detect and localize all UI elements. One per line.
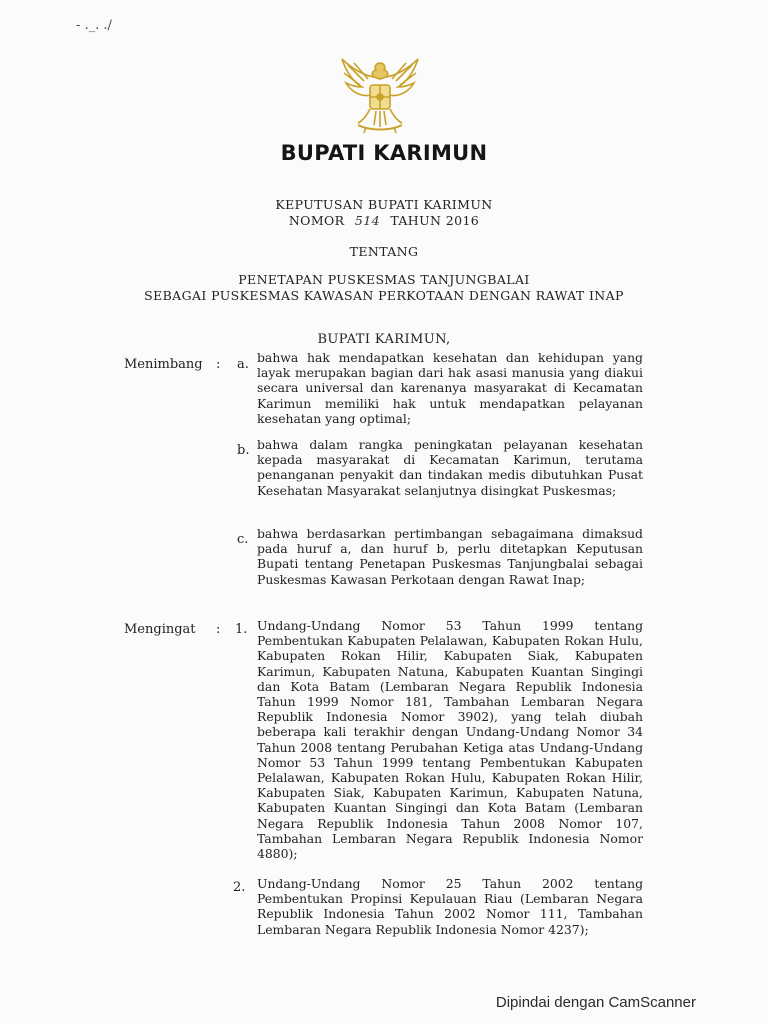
mengingat-marker-2: 2. [233,880,246,895]
menimbang-label: Menimbang [124,357,203,372]
mengingat-colon: : [216,622,221,637]
scan-mark: - ._. ./ [76,18,112,33]
decision-title: KEPUTUSAN BUPATI KARIMUN [275,197,493,212]
menimbang-item-b: bahwa dalam rangka peningkatan pelayanan kesehatan kepada masyarakat di Kecamatan Karimun, terutama penanganan penyakit dan tindakan medis dibutuhkan Pusat Kesehatan Masyarakat selanjutnya disingkat Puskesmas; [257,437,643,498]
subject-line-2: SEBAGAI PUSKESMAS KAWASAN PERKOTAAN DENGAN RAWAT INAP [144,288,624,303]
year-label: TAHUN 2016 [390,213,480,228]
number-value: 514 [354,213,380,228]
mengingat-marker-1: 1. [235,622,248,637]
menimbang-item-a: bahwa hak mendapatkan kesehatan dan kehidupan yang layak merupakan bagian dari hak asasi manusia yang diakui secara universal dan karenanya masyarakat di Kecamatan Karimun memiliki hak untuk mendapatkan pelayanan kesehatan yang optimal; [257,350,643,426]
subject-line-1: PENETAPAN PUSKESMAS TANJUNGBALAI [238,272,530,287]
mengingat-item-2: Undang-Undang Nomor 25 Tahun 2002 tentang Pembentukan Propinsi Kepulauan Riau (Lembaran Negara Republik Indonesia Tahun 2002 Nomor 111, Tambahan Lembaran Negara Republik Indonesia Nomor 4237); [257,876,643,937]
camscanner-watermark: Dipindai dengan CamScanner [495,994,696,1011]
mengingat-label: Mengingat [124,622,196,637]
regent-title: BUPATI KARIMUN [280,141,488,165]
menimbang-marker-b: b. [237,443,250,458]
menimbang-item-c: bahwa berdasarkan pertimbangan sebagaimana dimaksud pada huruf a, dan huruf b, perlu ditetapkan Keputusan Bupati tentang Penetapan Puskesmas Tanjungbalai sebagai Puskesmas Kawasan Perkotaan dengan Rawat Inap; [257,526,643,587]
menimbang-marker-a: a. [237,357,249,372]
garuda-emblem-icon [336,55,424,137]
mengingat-item-1: Undang-Undang Nomor 53 Tahun 1999 tentang Pembentukan Kabupaten Pelalawan, Kabupaten Rokan Hulu, Kabupaten Rokan Hilir, Kabupaten Siak, Kabupaten Karimun, Kabupaten Natuna, Kabupaten Kuantan Singingi dan Kota Batam (Lembaran Negara Republik Indonesia Tahun 1999 Nomor 181, Tambahan Lembaran Negara Republik Indonesia Nomor 3902), yang telah diubah beberapa kali terakhir dengan Undang-Undang Nomor 34 Tahun 2008 tentang Perubahan Ketiga atas Undang-Undang Nomor 53 Tahun 1999 tentang Pembentukan Kabupaten Pelalawan, Kabupaten Rokan Hulu, Kabupaten Rokan Hilir, Kabupaten Siak, Kabupaten Karimun, Kabupaten Natuna, Kabupaten Kuantan Singingi dan Kota Batam (Lembaran Negara Republik Indonesia Tahun 2008 Nomor 107, Tambahan Lembaran Negara Republik Indonesia Nomor 4880); [257,618,643,862]
authority-line: BUPATI KARIMUN, [317,332,451,347]
decision-number-line [0,213,768,228]
tentang-heading: TENTANG [349,244,419,259]
menimbang-marker-c: c. [237,532,249,547]
menimbang-colon: : [216,357,221,372]
number-label: NOMOR [288,213,345,228]
